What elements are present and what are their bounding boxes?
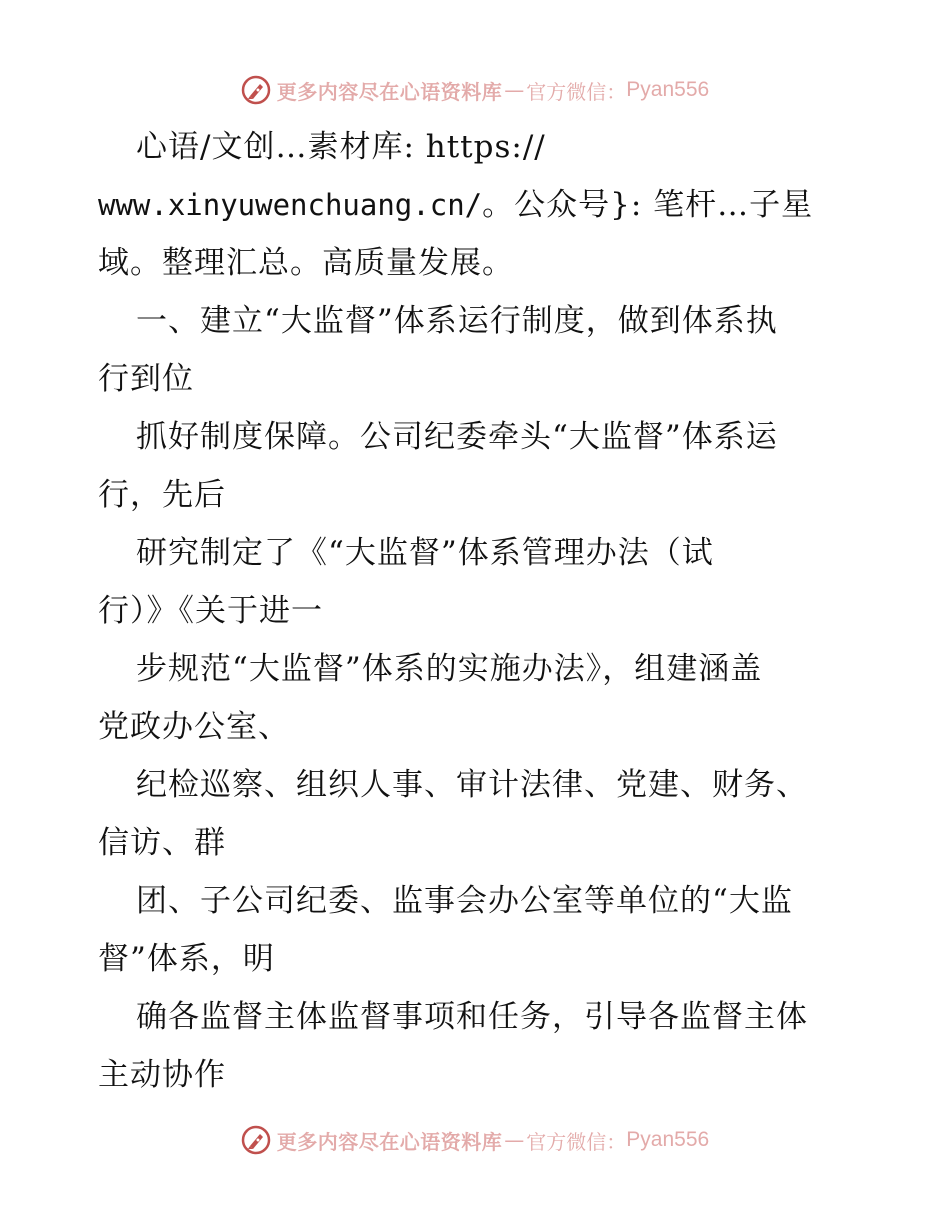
body-line: 督”体系，明 [98,941,275,977]
body-line: 研究制定了《“大监督”体系管理办法（试 [136,535,714,571]
body-line: 信访、群 [98,825,226,861]
body-line: 行，先后 [98,477,226,513]
body-line: 纪检巡察、组织人事、审计法律、党建、财务、 [136,767,808,803]
body-line: 主动协作 [98,1057,226,1093]
body-line: 抓好制度保障。公司纪委牵头“大监督”体系运 [136,419,778,455]
url-text: www.xinyuwenchuang.cn/ [98,188,483,222]
banner-wechat-handle: Pyan556 [626,78,710,101]
body-line: 域。整理汇总。高质量发展。 [98,245,514,281]
body-line: 团、子公司纪委、监事会办公室等单位的“大监 [136,883,793,919]
body-line-url [98,176,858,234]
banner-separator: — [504,1128,525,1152]
footer-watermark-banner [0,1120,950,1160]
body-line-fragment: 。公众号}: 笔杆…子星 [482,187,814,223]
banner-wechat-label: 官方微信： [526,1129,627,1154]
section-heading: 一、建立“大监督”体系运行制度，做到体系执 [136,303,778,339]
body-line: 确各监督主体监督事项和任务，引导各监督主体 [136,999,808,1035]
header-watermark-banner [0,70,950,110]
body-line: 党政办公室、 [98,709,290,745]
body-line: 心语/文创…素材库: https:// [136,129,546,165]
document-body [98,118,858,1104]
banner-title: 更多内容尽在心语资料库 [276,79,503,104]
section-heading-cont: 行到位 [98,361,194,397]
banner-separator: — [504,78,525,102]
banner-wechat-handle: Pyan556 [626,1128,710,1151]
banner-wechat-label: 官方微信： [526,79,627,104]
banner-title: 更多内容尽在心语资料库 [276,1129,503,1154]
pen-nib-logo-icon [241,1125,271,1155]
pen-nib-logo-icon [241,75,271,105]
body-line: 步规范“大监督”体系的实施办法》，组建涵盖 [136,651,763,687]
body-line: 行）》《关于进一 [98,593,323,629]
